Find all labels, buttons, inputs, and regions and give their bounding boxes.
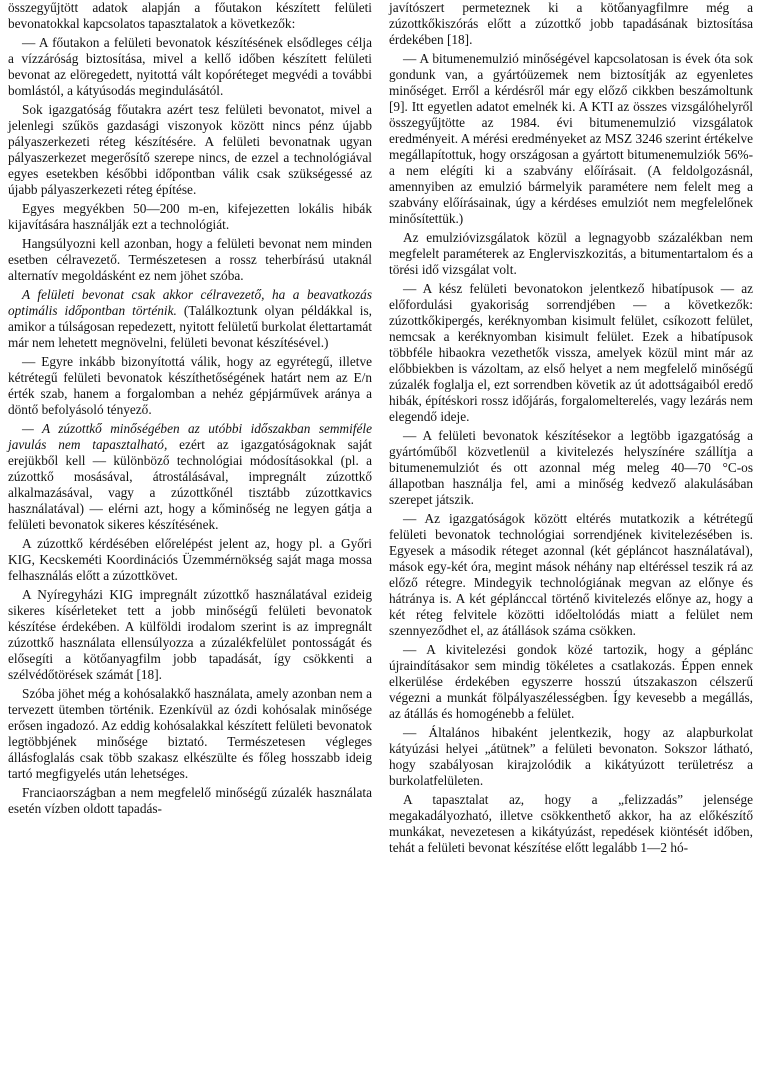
right-paragraph [389,725,753,789]
italic-emphasis: — A zúzottkő minőségében az utóbbi időszakban semmiféle javulás nem tapasztalható, [8,421,372,452]
left-paragraph [8,421,372,533]
left-paragraph [8,785,372,817]
left-column [8,0,372,859]
paragraph-text: — A kész felületi bevonatokon jelentkező hibatípusok — az előfordulási gyakoriság sorrendjében — a következők: zúzottkőkipergés, keréknyomban kisimult felület, csíkozott felület, nemcsak a keréknyomban kisimult felület. Ezek a hibatípusok többféle hibaokra vezethetők vissza, amelyek közül mint már az előbbiekben is vázoltam, az első helyet a nem megfelelő minőségű zúzalék foglalja el, ezt sorrendben követik az út adottságaiból eredő hibák, építéskori rossz időjárás, forgalomelterelés, vagy lezárás nem elegendő ideje. [389,281,753,424]
paragraph-text: — A kivitelezési gondok közé tartozik, hogy a géplánc újraindításakor sem mindig tökéletes a csatlakozás. Éppen ennek elkerülése érdekében egyszerre hosszú útszakaszon célszerű végezni a munkát fölpályaszélességben. Így kevesebb a megállás, az átállás és homogénebb a felület. [389,642,753,721]
paragraph-text: — A felületi bevonatok készítésekor a legtöbb igazgatóság a gyártóműből közvetlenül a kivitelezés helyszínére szállítja a bitumenemulziót és ott azonnal még meleg 40—70 °C-os állapotban használja fel, ami a minőség kedvező alakulásában szerepet játszik. [389,428,753,507]
paragraph-text: Franciaországban a nem megfelelő minőségű zúzalék használata esetén vízben oldott tapadás- [8,785,372,816]
paragraph-text: Az emulzióvizsgálatok közül a legnagyobb százalékban nem megfelelt paraméterek az Englerviszkozitás, a bitumentartalom és a törési idő vizsgálat volt. [389,230,753,277]
paragraph-text: A zúzottkő kérdésében előrelépést jelent az, hogy pl. a Győri KIG, Kecskeméti Koordinációs Üzemmérnökség saját maga mossa felhasználás előtt a zúzottkövet. [8,536,372,583]
paragraph-text: összegyűjtött adatok alapján a főutakon készített felületi bevonatokkal kapcsolatos tapasztalatok a következők: [8,0,372,31]
left-paragraph [8,686,372,782]
paragraph-text: Hangsúlyozni kell azonban, hogy a felületi bevonat nem minden esetben célravezető. Természetesen a rossz teherbírású utaknál alternatív megoldásként ez nem jöhet szóba. [8,236,372,283]
paragraph-text: A Nyíregyházi KIG impregnált zúzottkő használatával ezideig sikeres kísérleteket tett a jobb minőségű felületi bevonatok készítése érdekében. A külföldi irodalom szerint is az impregnált zúzottkő használata ellensúlyozza a zúzalékfelület pontosságát és elősegíti a kötőanyagfilm jobb tapadását, így csökkenti a szélvédőtörések számát [18]. [8,587,372,682]
right-paragraph [389,792,753,856]
two-column-layout [8,0,753,859]
paragraph-text: Sok igazgatóság főutakra azért tesz felületi bevonatot, mivel a jelenlegi szűkös gazdasági viszonyok között nincs pénz újabb pályaszerkezeti réteg készítésére. A felületi bevonatnak ugyan pályaszerkezet megerősítő szerepe nincs, de ezzel a technológiával egyes esetekben későbbi időpontban válik csak szükségessé az újabb pályaszerkezeti réteg építése. [8,102,372,197]
paragraph-text: javítószert permeteznek ki a kötőanyagfilmre még a zúzottkőkiszórás előtt a zúzottkő jobb tapadásának biztosítása érdekében [18]. [389,0,753,47]
paragraph-text: ezért az igazgatóságoknak saját erejükből kell — különböző technológiai módosításokkal (pl. a zúzottkő mosásával, átrostálásával, impregnált zúzottkő alkalmazásával, vagy a zúzottkőnél tisztább zúzottkavics használatával) — elérni azt, hogy a kőminőség ne legyen gátja a felületi bevonatok sikeres készítésének. [8,437,372,532]
paragraph-text: — A főutakon a felületi bevonatok készítésének elsődleges célja a vízzáróság biztosítása, mivel a kellő időben készített felületi bevonat az elöregedett, nyitottá vált kopóréteget megvédi a további bomlástól, a kátyúsodás megindulásától. [8,35,372,98]
left-paragraph [8,587,372,683]
right-paragraph [389,230,753,278]
left-paragraph [8,287,372,351]
right-paragraph [389,511,753,639]
left-paragraph [8,201,372,233]
paragraph-text: (Találkoztunk olyan példákkal is, amikor a túlságosan repedezett, nyitott felületű burkolat élettartamát már nem lehetett megnövelni, felületi bevonat készítésével.) [8,303,372,350]
right-paragraph [389,428,753,508]
right-paragraph [389,281,753,425]
left-paragraph [8,354,372,418]
paragraph-text: — Az igazgatóságok között eltérés mutatkozik a kétrétegű felületi bevonatok technológiai sorrendjének kivitelezésében is. Egyesek a második réteget azonnal (két gépláncot használatával), mások egy-két óra, megint mások néhány nap eltéréssel teszik rá az előző rétegre. Mindegyik technológiának megvan az előnye és hátránya is. A két géplánccal történő kivitelezés előnye az, hogy a két réteg felvitele közötti időeltolódás miatt a felület nem szennyeződhet el, az átállások száma csökken. [389,511,753,638]
paragraph-text: — A bitumenemulzió minőségével kapcsolatosan is évek óta sok gondunk van, a gyártóüzemek nem biztosítják az egyenletes minőséget. Erről a kérdésről már egy előző cikkben beszámoltunk [9]. Itt egyetlen adatot emelnék ki. A KTI az összes vizsgálóhelyről összegyűjtötte az 1984. évi bitumenemulzió vizsgálatok eredményeit. A mérési eredményeket az MSZ 3246 szerint értékelve megállapítottuk, hogy országosan a gyártott bitumenemulziók 56%-a nem elégíti ki a szabvány előírásait. (A feldolgozásnál, amennyiben az emulzió bármelyik paramétere nem felelt meg a szabvány előírásainak, úgy a kérdéses emulziót nem megfelelőnek minősítettük.) [389,51,753,226]
left-paragraph [8,35,372,99]
right-paragraph [389,642,753,722]
paragraph-text: Egyes megyékben 50—200 m-en, kifejezetten lokális hibák kijavítására használják ezt a technológiát. [8,201,372,232]
paragraph-text: A tapasztalat az, hogy a „felizzadás” jelensége megakadályozható, illetve csökkenthető akkor, ha az előkészítő munkákat, nevezetesen a kikátyúzást, repedések kiöntését időben, tehát a felületi bevonat készítése előtt legalább 1—2 hó- [389,792,753,855]
right-paragraph [389,51,753,227]
italic-emphasis: A felületi bevonat csak akkor célravezető, ha a beavatkozás optimális időpontban történik. [8,287,372,318]
left-paragraph [8,0,372,32]
paragraph-text: Szóba jöhet még a kohósalakkő használata, amely azonban nem a tervezett ütemben történik. Ezenkívül az ózdi kohósalak minősége erősen ingadozó. Az eddig kohósalakkal készített felületi bevonatok legtöbbjének minősége biztató. Természetesen végleges állásfoglalás csak több szakasz elkészülte és főleg hosszabb ideig tartó megfigyelés után lehetséges. [8,686,372,781]
left-paragraph [8,102,372,198]
right-column [389,0,753,859]
left-paragraph [8,236,372,284]
left-paragraph [8,536,372,584]
right-paragraph [389,0,753,48]
paragraph-text: — Általános hibaként jelentkezik, hogy az alapburkolat kátyúzási helyei „átütnek” a felületi bevonaton. Sokszor látható, hogy szabályosan kirajzolódik a kikátyúzott területrész a burkolatfelületen. [389,725,753,788]
paragraph-text: — Egyre inkább bizonyítottá válik, hogy az egyrétegű, illetve kétrétegű felületi bevonatok készíthetőségének határt nem az E/n érték szab, hanem a forgalomban a nehéz gépjárművek aránya a döntő befolyásoló tényező. [8,354,372,417]
